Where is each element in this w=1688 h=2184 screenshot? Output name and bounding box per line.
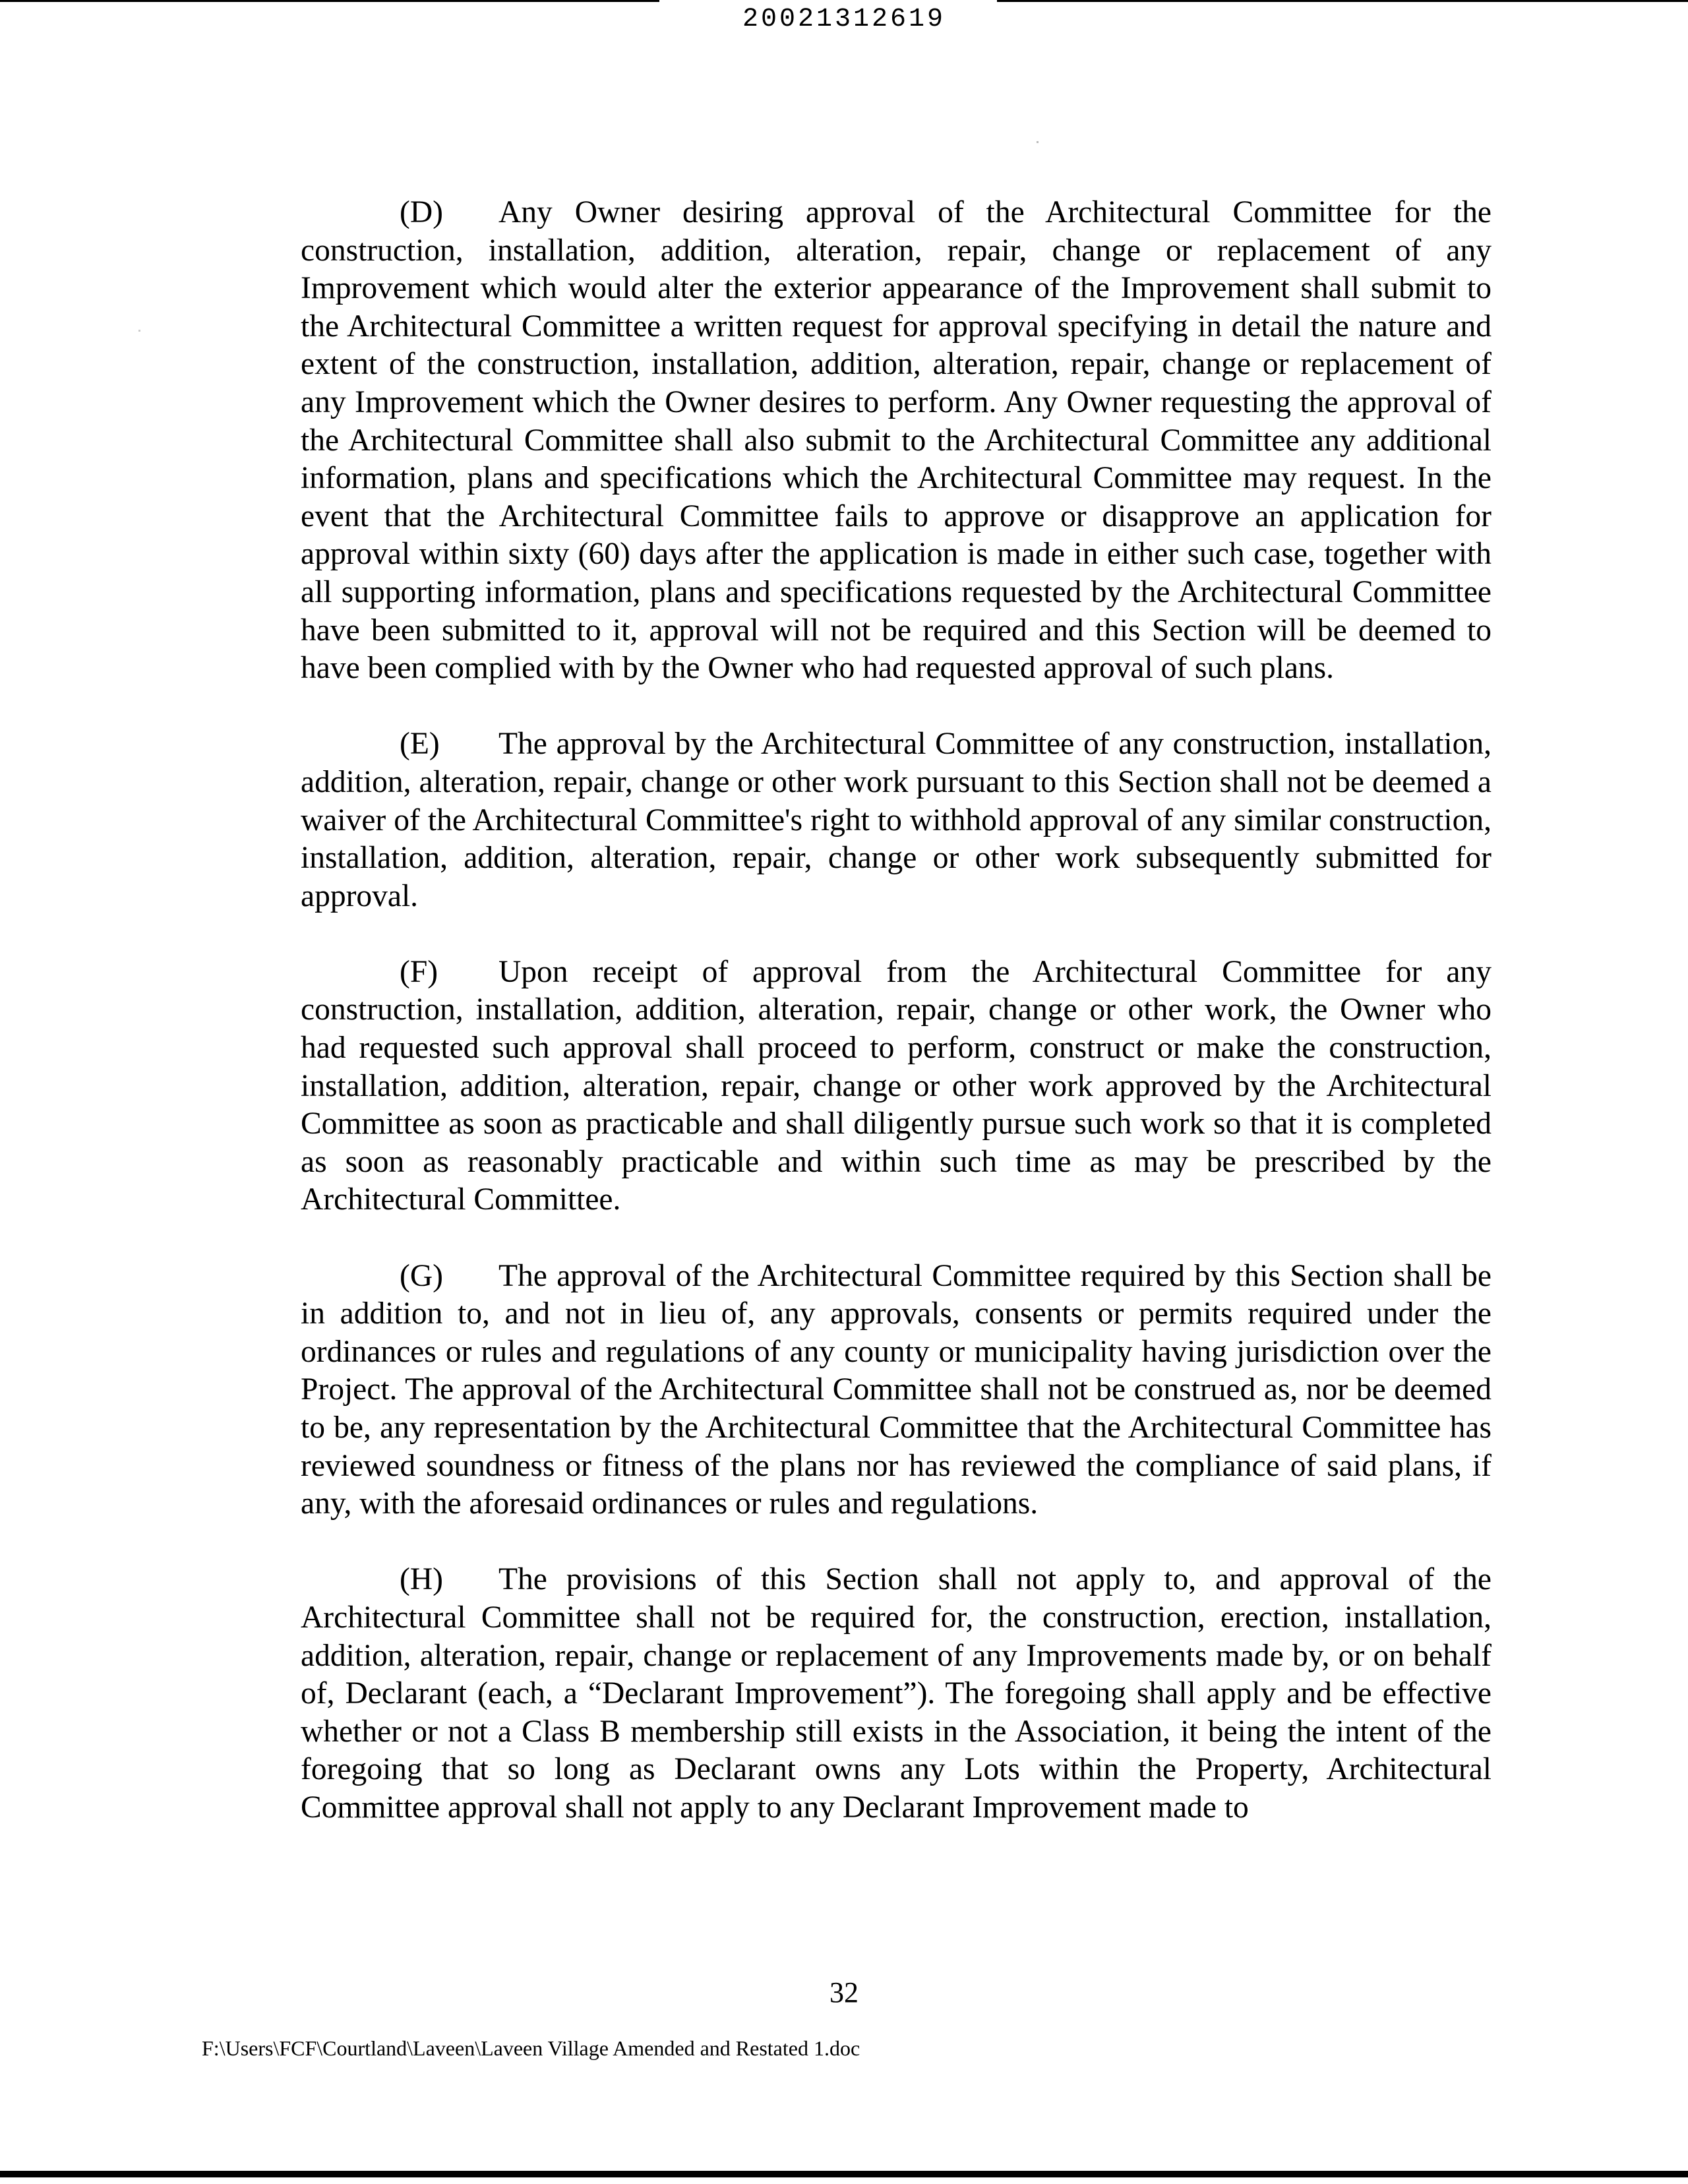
- paragraph-h: [301, 1561, 1492, 1827]
- scan-speck: [1037, 141, 1039, 143]
- footer-rule: [0, 2171, 1688, 2177]
- paragraph-text: The provisions of this Section shall not apply to, and approval of the Architectural Committee shall not be required for, the construction, erection, installation, addition, alteration, repair, change or replacement of any Improvements made by, or on behalf of, Declarant (each, a “Declarant Improvement”). The foregoing shall apply and be effective whether or not a Class B membership still exists in the Association, it being the intent of the foregoing that so long as Declarant owns any Lots within the Property, Architectural Committee approval shall not apply to any Declarant Improvement made to: [301, 1562, 1492, 1825]
- page-number: 32: [829, 1976, 859, 2009]
- paragraph-marker: (G): [400, 1258, 443, 1293]
- paragraph-f: [301, 954, 1492, 1219]
- paragraph-text: Upon receipt of approval from the Architectural Committee for any construction, installation, addition, alteration, repair, change or other work, the Owner who had requested such approval shall proceed to perform, construct or make the construction, installation, addition, alteration, repair, change or other work approved by the Architectural Committee as soon as practicable and shall diligently pursue such work so that it is completed as soon as reasonably practicable and within such time as may be prescribed by the Architectural Committee.: [301, 954, 1492, 1217]
- paragraph-marker: (D): [400, 195, 443, 229]
- paragraph-d: [301, 194, 1492, 688]
- paragraph-text: Any Owner desiring approval of the Architectural Committee for the construction, installation, addition, alteration, repair, change or replacement of any Improvement which would alter the exterior appearance of the Improvement shall submit to the Architectural Committee a written request for approval specifying in detail the nature and extent of the construction, installation, addition, alteration, repair, change or replacement of any Improvement which the Owner desires to perform. Any Owner requesting the approval of the Architectural Committee shall also submit to the Architectural Committee any additional information, plans and specifications which the Architectural Committee may request. In the event that the Architectural Committee fails to approve or disapprove an application for approval within sixty (60) days after the application is made in either such case, together with all supporting information, plans and specifications requested by the Architectural Committee have been submitted to it, approval will not be required and this Section will be deemed to have been complied with by the Owner who had requested approval of such plans.: [301, 195, 1492, 686]
- paragraph-marker: (H): [400, 1562, 443, 1597]
- file-path: F:\Users\FCF\Courtland\Laveen\Laveen Village Amended and Restated 1.doc: [202, 2036, 860, 2060]
- paragraph-text: The approval of the Architectural Committee required by this Section shall be in addition to, and not in lieu of, any approvals, consents or permits required under the ordinances or rules and regulations of any county or municipality having jurisdiction over the Project. The approval of the Architectural Committee shall not be construed as, nor be deemed to be, any representation by the Architectural Committee that the Architectural Committee has reviewed soundness or fitness of the plans nor has reviewed the compliance of said plans, if any, with the aforesaid ordinances or rules and regulations.: [301, 1258, 1492, 1521]
- paragraph-marker: (E): [400, 727, 440, 762]
- scan-speck: [138, 330, 140, 332]
- document-body: [301, 194, 1492, 1827]
- document-number: 20021312619: [742, 5, 946, 34]
- paragraph-marker: (F): [400, 954, 438, 989]
- paragraph-e: [301, 725, 1492, 915]
- paragraph-g: [301, 1258, 1492, 1523]
- paragraph-text: The approval by the Architectural Committee of any construction, installation, addition, alteration, repair, change or other work pursuant to this Section shall not be deemed a waiver of the Architectural Committee's right to withhold approval of any similar construction, installation, addition, alteration, repair, change or other work subsequently submitted for approval.: [301, 727, 1492, 913]
